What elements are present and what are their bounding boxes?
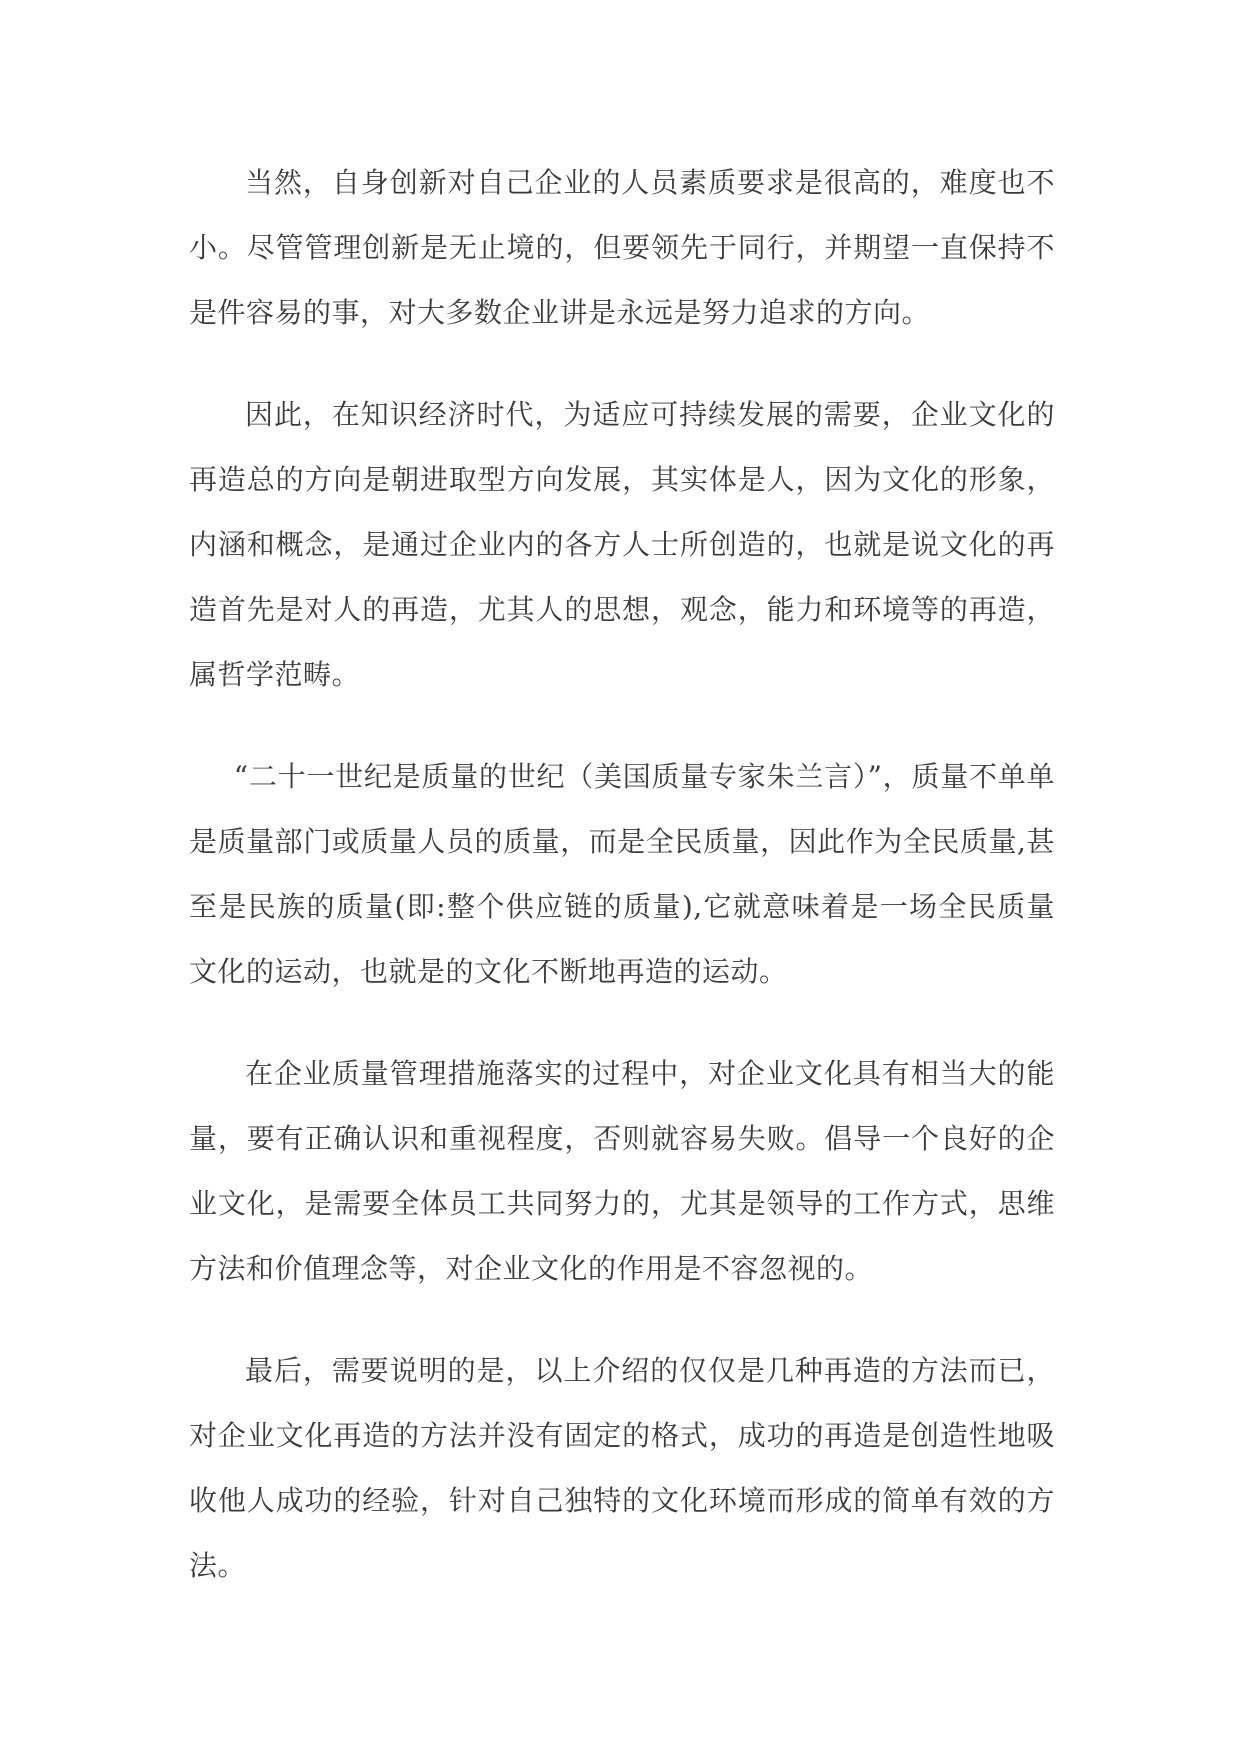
document-body	[189, 150, 1055, 1635]
paragraph-quality-management: 在企业质量管理措施落实的过程中，对企业文化具有相当大的能量，要有正确认识和重视程度，否则就容易失败。倡导一个良好的企业文化，是需要全体员工共同努力的，尤其是领导的工作方式，思维方法和价值理念等，对企业文化的作用是不容忽视的。	[189, 1057, 1055, 1285]
paragraph-quality-century: “二十一世纪是质量的世纪（美国质量专家朱兰言）”，质量不单单是质量部门或质量人员的质量，而是全民质量，因此作为全民质量,甚至是民族的质量(即:整个供应链的质量),它就意味着是一场全民质量文化的运动，也就是的文化不断地再造的运动。	[189, 760, 1055, 988]
paragraph-conclusion: 最后，需要说明的是，以上介绍的仅仅是几种再造的方法而已，对企业文化再造的方法并没有固定的格式，成功的再造是创造性地吸收他人成功的经验，针对自己独特的文化环境而形成的简单有效的方法。	[189, 1354, 1055, 1582]
paragraph-knowledge-economy: 因此，在知识经济时代，为适应可持续发展的需要，企业文化的再造总的方向是朝进取型方向发展，其实体是人，因为文化的形象，内涵和概念，是通过企业内的各方人士所创造的，也就是说文化的再造首先是对人的再造，尤其人的思想，观念，能力和环境等的再造，属哲学范畴。	[189, 398, 1055, 691]
paragraph-innovation: 当然，自身创新对自己企业的人员素质要求是很高的，难度也不小。尽管管理创新是无止境的，但要领先于同行，并期望一直保持不是件容易的事，对大多数企业讲是永远是努力追求的方向。	[189, 166, 1055, 329]
